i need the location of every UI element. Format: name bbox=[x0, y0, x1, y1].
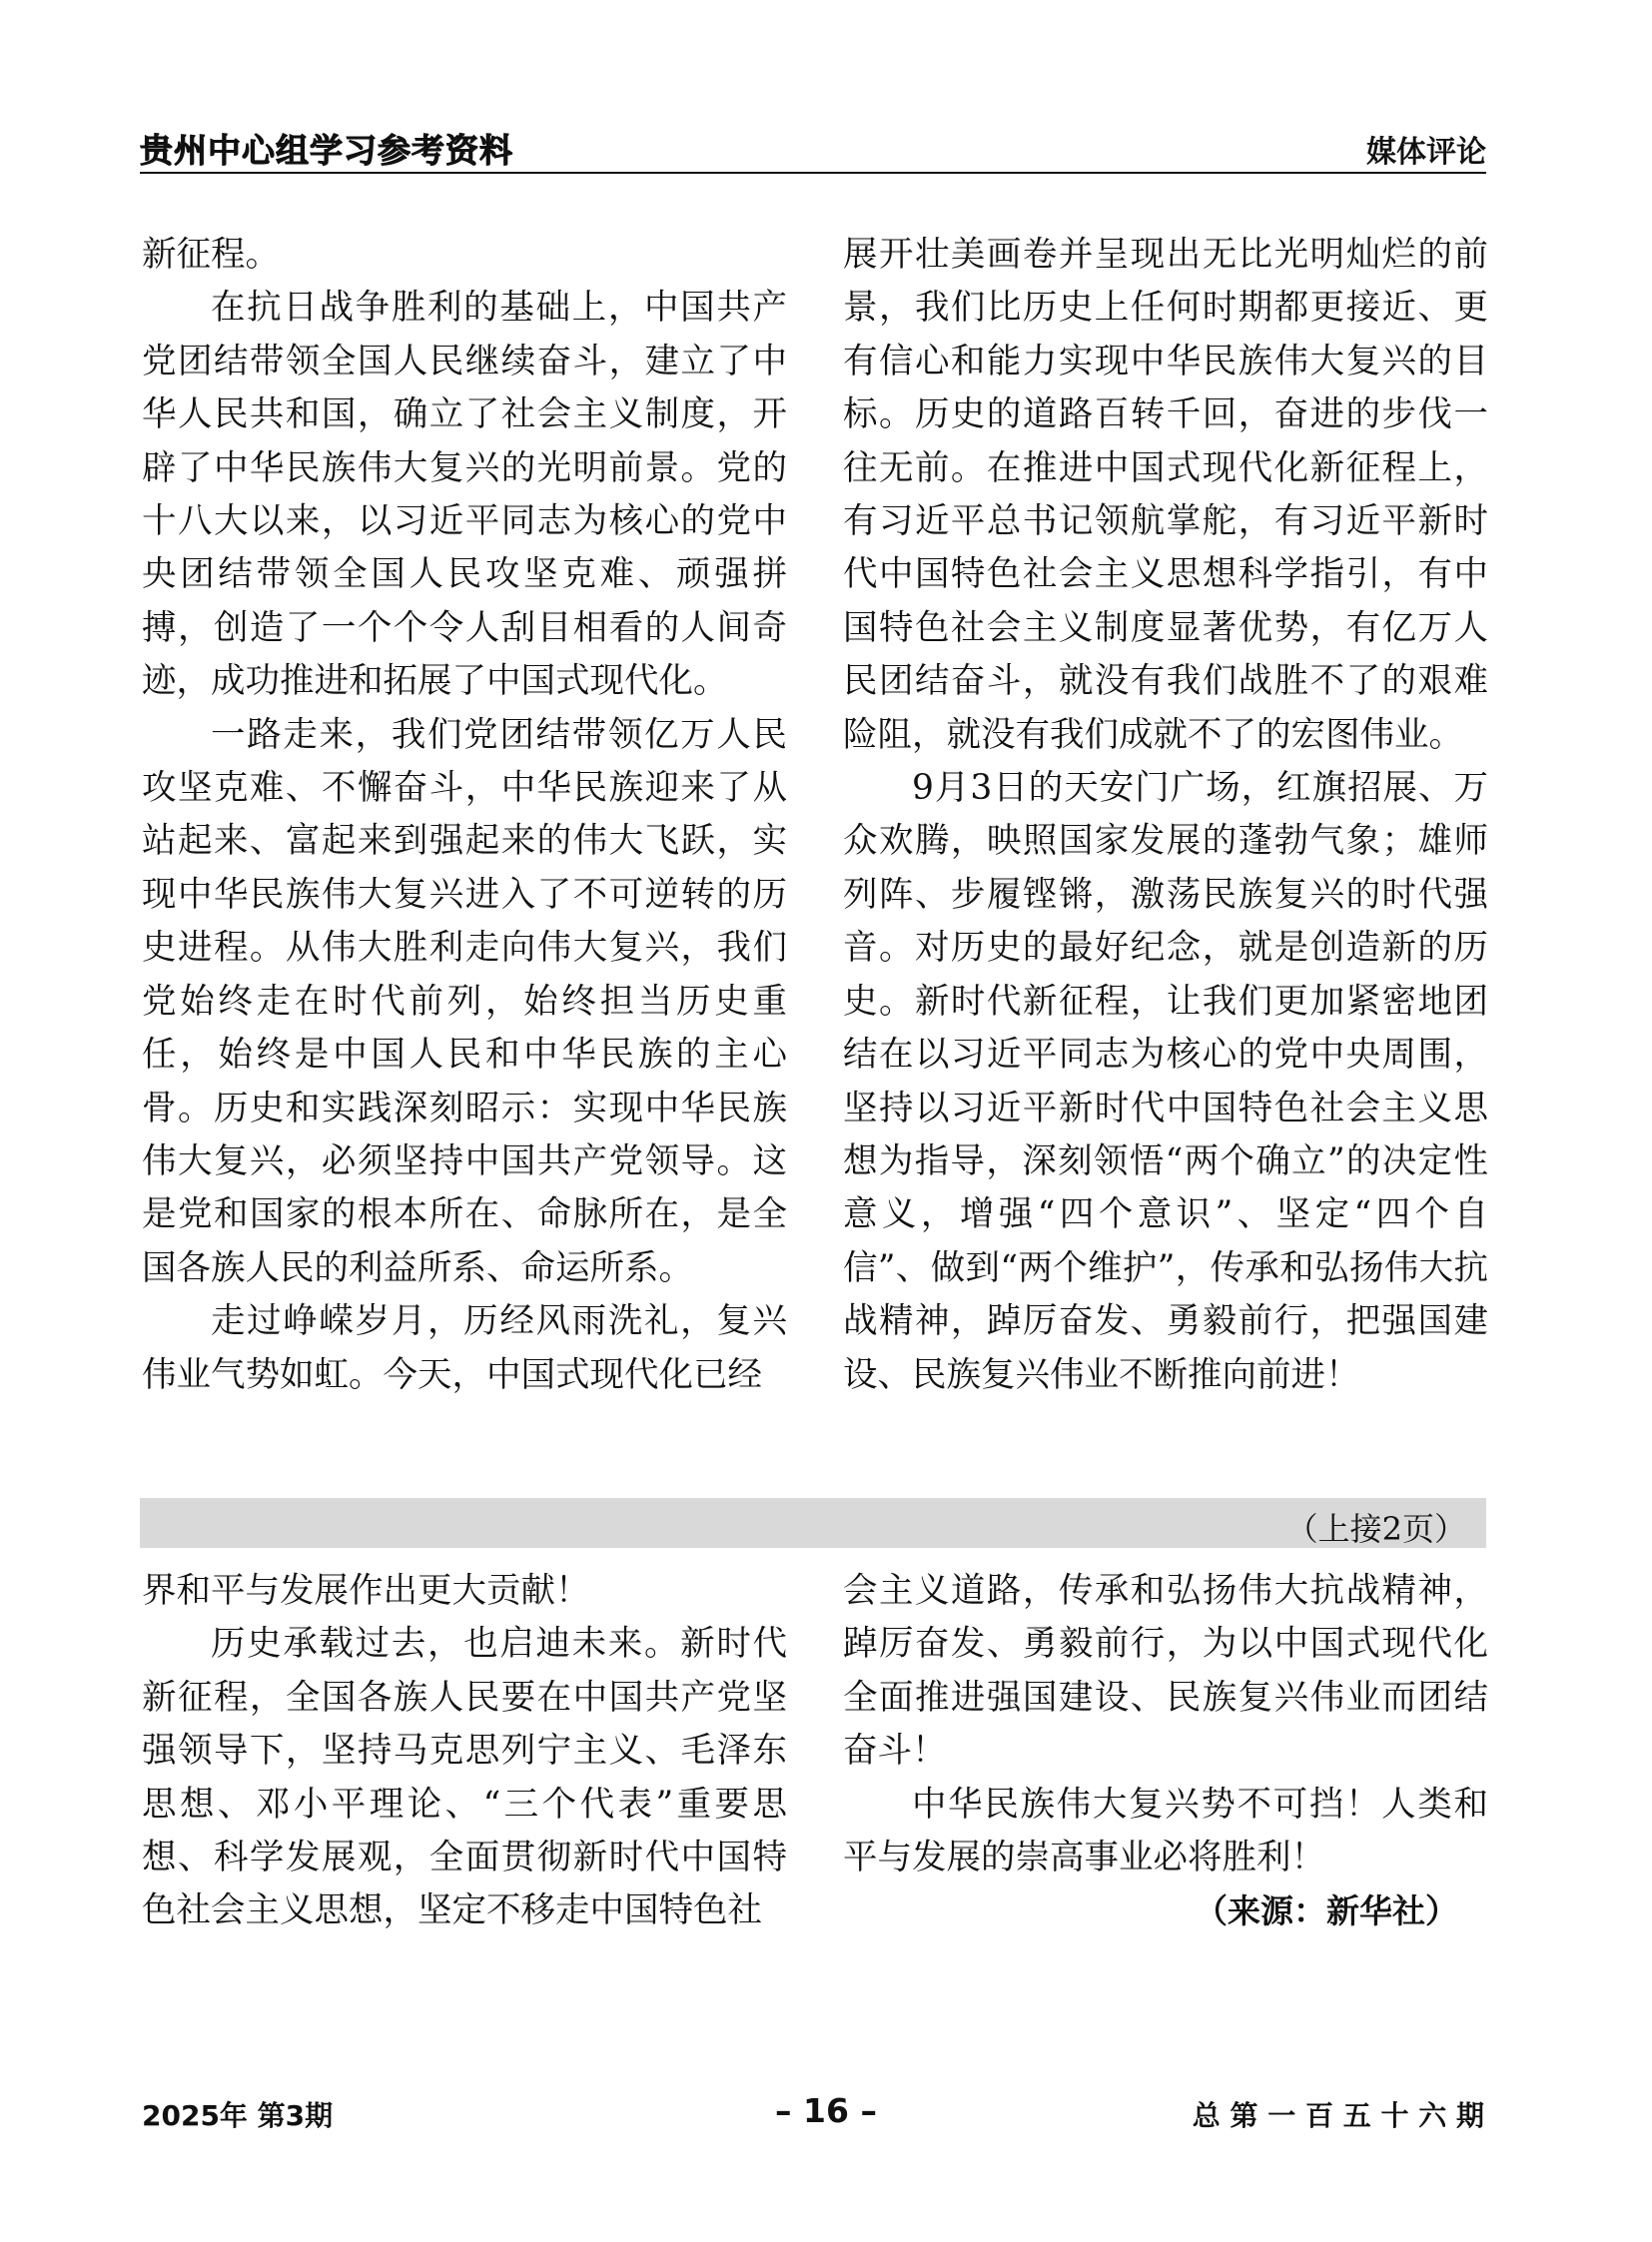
publication-title: 贵州中心组学习参考资料 bbox=[140, 131, 513, 170]
paragraph: 界和平与发展作出更大贡献！ bbox=[142, 1571, 590, 1611]
paragraph: 一路走来，我们党团结带领亿万人民攻坚克难、不懈奋斗，中华民族迎来了从站起来、富起来到强起来的伟大飞跃，实现中华民族伟大复兴进入了不可逆转的历史进程。从伟大胜利走向伟大复兴，我们党始终走在时代前列，始终担当历史重任，始终是中国人民和中华民族的主心骨。历史和实践深刻昭示：实现中华民族伟大复兴，必须坚持中国共产党领导。这是党和国家的根本所在、命脉所在，是全国各族人民的利益所系、命运所系。 bbox=[142, 714, 787, 1288]
paragraph: 历史承载过去，也启迪未来。新时代新征程，全国各族人民要在中国共产党坚强领导下，坚持马克思列宁主义、毛泽东思想、邓小平理论、“三个代表”重要思想、科学发展观，全面贯彻新时代中国特色社会主义思想，坚定不移走中国特色社 bbox=[142, 1624, 787, 1931]
bottom-left-column bbox=[142, 1565, 787, 1938]
issue-number: 2025年 第3期 bbox=[142, 2099, 334, 2132]
paragraph: 走过峥嵘岁月，历经风雨洗礼，复兴伟业气势如虹。今天，中国式现代化已经 bbox=[142, 1301, 787, 1395]
paragraph: 展开壮美画卷并呈现出无比光明灿烂的前景，我们比历史上任何时期都更接近、更有信心和能力实现中华民族伟大复兴的目标。历史的道路百转千回，奋进的步伐一往无前。在推进中国式现代化新征程上，有习近平总书记领航掌舵，有习近平新时代中国特色社会主义思想科学指引，有中国特色社会主义制度显著优势，有亿万人民团结奋斗，就没有我们战胜不了的艰难险阻，就没有我们成就不了的宏图伟业。 bbox=[843, 235, 1488, 755]
paragraph: 9月3日的天安门广场，红旗招展、万众欢腾，映照国家发展的蓬勃气象；雄师列阵、步履铿锵，激荡民族复兴的时代强音。对历史的最好纪念，就是创造新的历史。新时代新征程，让我们更加紧密地团结在以习近平同志为核心的党中央周围，坚持以习近平新时代中国特色社会主义思想为指导，深刻领悟“两个确立”的决定性意义，增强“四个意识”、坚定“四个自信”、做到“两个维护”，传承和弘扬伟大抗战精神，踔厉奋发、勇毅前行，把强国建设、民族复兴伟业不断推向前进！ bbox=[843, 768, 1488, 1395]
top-right-column bbox=[843, 229, 1488, 1402]
total-issue: 总 第 一 百 五 十 六 期 bbox=[1192, 2099, 1484, 2132]
continuation-label: （上接2页） bbox=[1285, 1510, 1466, 1548]
continuation-band bbox=[140, 1498, 1486, 1548]
bottom-right-column bbox=[843, 1565, 1488, 1938]
paragraph: 中华民族伟大复兴势不可挡！人类和平与发展的崇高事业必将胜利！ bbox=[843, 1784, 1488, 1878]
page-number: – 16 – bbox=[775, 2091, 877, 2130]
header-divider bbox=[140, 172, 1486, 174]
section-title: 媒体评论 bbox=[1366, 135, 1486, 170]
top-left-column bbox=[142, 229, 787, 1402]
paragraph: 会主义道路，传承和弘扬伟大抗战精神，踔厉奋发、勇毅前行，为以中国式现代化全面推进强国建设、民族复兴伟业而团结奋斗！ bbox=[843, 1571, 1488, 1772]
source-attribution: （来源：新华社） bbox=[1195, 1891, 1458, 1931]
paragraph: 新征程。 bbox=[142, 235, 280, 275]
paragraph: 在抗日战争胜利的基础上，中国共产党团结带领全国人民继续奋斗，建立了中华人民共和国，确立了社会主义制度，开辟了中华民族伟大复兴的光明前景。党的十八大以来，以习近平同志为核心的党中央团结带领全国人民攻坚克难、顽强拼搏，创造了一个个令人刮目相看的人间奇迹，成功推进和拓展了中国式现代化。 bbox=[142, 288, 787, 702]
